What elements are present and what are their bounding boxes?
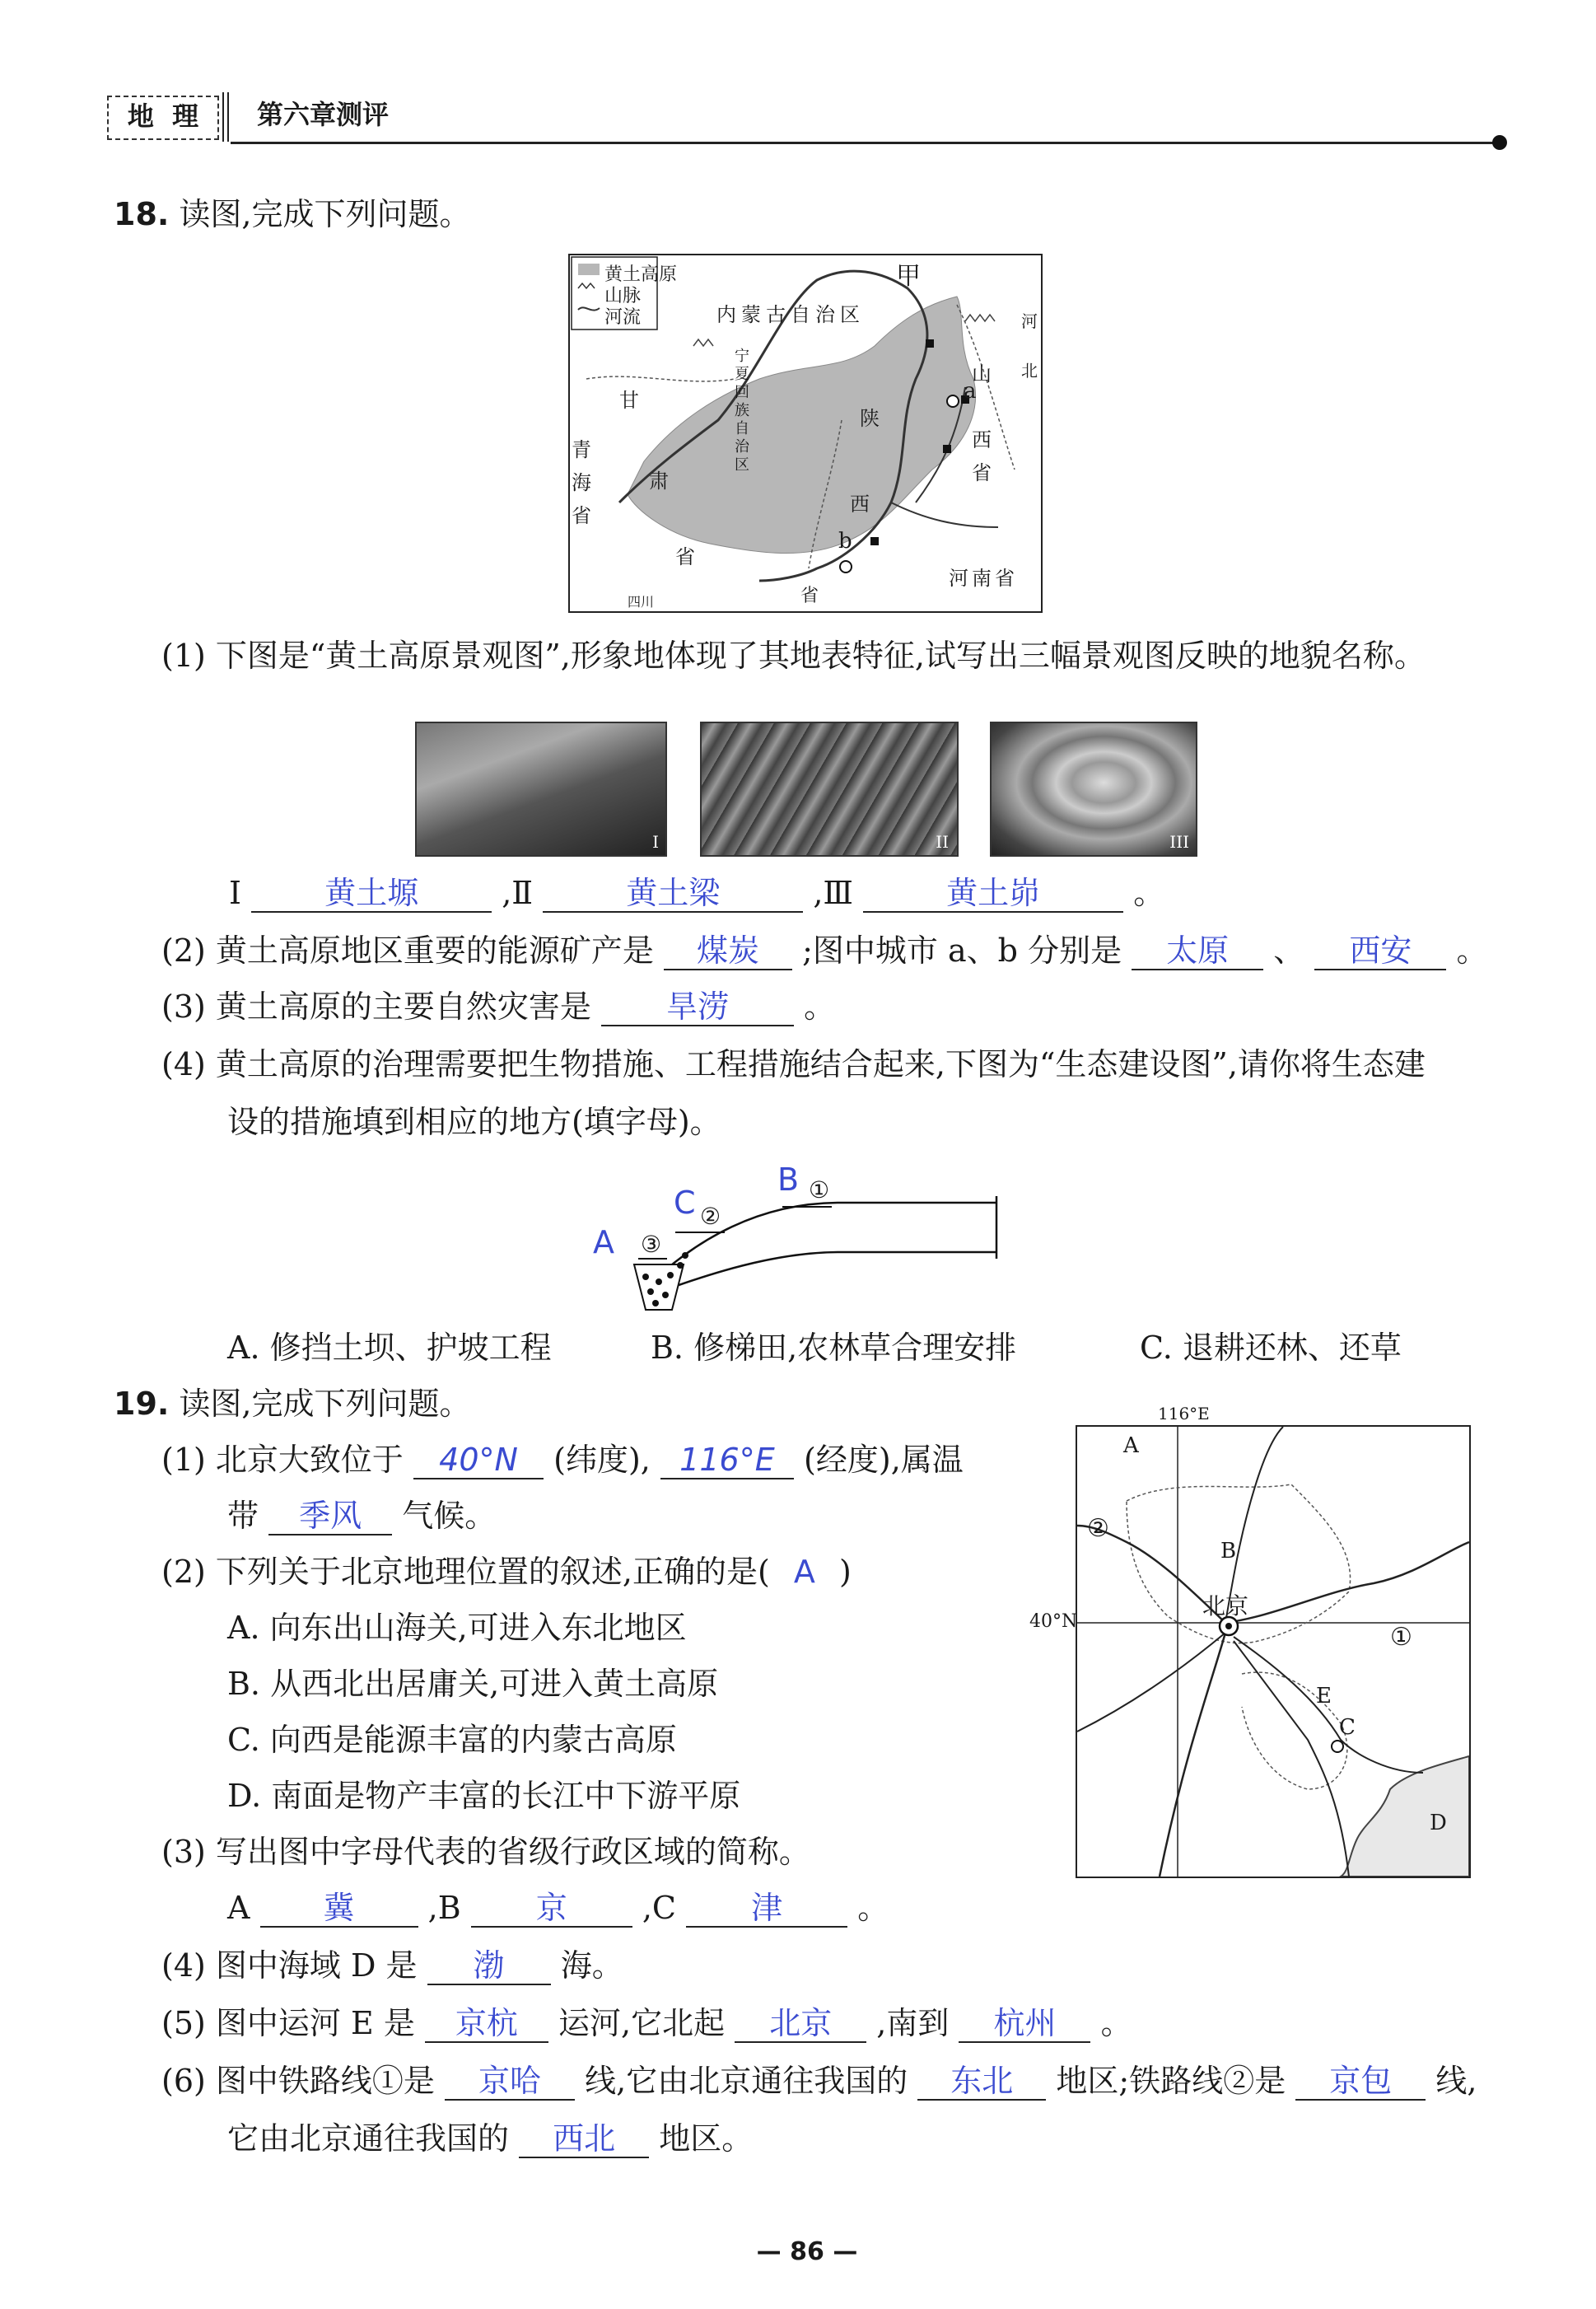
label-roman-3: ,Ⅲ (813, 875, 854, 911)
map-lat-label: 40°N (1029, 1611, 1078, 1632)
loess-plateau-map (568, 254, 1043, 613)
q19-part1-text-4: 带 (227, 1498, 259, 1534)
railway-southwest (1077, 1633, 1225, 1732)
header-dot (1492, 135, 1507, 150)
label-gan: 甘 (619, 389, 639, 412)
railway-south (1160, 1633, 1225, 1877)
q19-part2 (161, 1552, 852, 1592)
q19-part1-line1 (161, 1440, 964, 1479)
city-a-marker (947, 395, 959, 407)
subject-char-1: 地 (127, 100, 154, 132)
answer-canal-north: 北京 (735, 2005, 866, 2043)
q19-part3 (161, 1832, 810, 1872)
q18-part1-text: 下图是“黄土高原景观图”,形象地体现了其地表特征,试写出三幅景观图反映的地貌名称。 (215, 638, 1426, 674)
header-divider (222, 92, 229, 142)
q19-part6-text-2: 线,它由北京通往我国的 (585, 2063, 908, 2099)
answer-province-A: 冀 (260, 1890, 418, 1928)
label-neimenggu: 内蒙古自治区 (716, 303, 865, 326)
q18-part2-text-1: 黄土高原地区重要的能源矿产是 (215, 932, 654, 969)
answer-choice: A (793, 1554, 815, 1590)
q18-part2-label: (2) (161, 932, 206, 969)
photo-1-label: I (652, 832, 659, 852)
label-sichuan: 四川 (628, 594, 655, 610)
q18-part4-text-2: 设的措施填到相应的地方(填字母)。 (227, 1104, 721, 1140)
q19-prompt-text: 读图,完成下列问题。 (179, 1386, 471, 1422)
q18-option-A: A. 修挡土坝、护坡工程 (227, 1330, 552, 1366)
answer-railway-1-region: 东北 (917, 2063, 1046, 2101)
city-marker-4 (870, 537, 879, 545)
label-henan: 河南省 (949, 567, 1018, 590)
q19-part6-text-4: 线, (1435, 2063, 1477, 2099)
q18-part4-line1 (161, 1045, 1426, 1084)
answer-railway-2-region: 西北 (519, 2120, 649, 2158)
q19-part6-text-6: 地区。 (659, 2120, 754, 2157)
page-footer (741, 2237, 873, 2266)
beijing-map-frame (1076, 1425, 1471, 1878)
label-qinghai: 青海省 (572, 438, 591, 527)
answer-railway-2: 京包 (1295, 2063, 1426, 2101)
q19-part5 (161, 2003, 1132, 2043)
label-roman-2: ,Ⅱ (502, 875, 534, 911)
map-label-n2: ② (1087, 1514, 1109, 1543)
eco-num-2: ② (700, 1203, 721, 1230)
city-b-marker (840, 561, 852, 573)
map-label-beijing: 北京 (1202, 1592, 1249, 1620)
answer-latitude: 40°N (413, 1442, 544, 1479)
label-roman-1: Ⅰ (229, 875, 242, 911)
q19-part4-text-2: 海。 (560, 1947, 623, 1984)
q19-part5-text-3: ,南到 (876, 2005, 950, 2041)
map-label-C: C (1339, 1715, 1356, 1740)
q19-part3-text: 写出图中字母代表的省级行政区域的简称。 (215, 1834, 810, 1870)
landscape-photo-2 (700, 722, 959, 857)
label-shaan: 陕 (860, 407, 880, 430)
province-answers-end: 。 (857, 1890, 889, 1926)
q18-option-C: C. 退耕还林、还草 (1140, 1330, 1402, 1366)
map-lon-label: 116°E (1158, 1404, 1210, 1423)
label-gansu-sheng: 省 (800, 586, 819, 606)
photo-3-label: III (1169, 832, 1189, 852)
page-number: 86 (790, 2237, 824, 2266)
label-shanxi-1: 山 (972, 362, 992, 386)
answer-city-b: 西安 (1314, 932, 1446, 970)
q19-number: 19. (114, 1386, 170, 1422)
q18-prompt (114, 194, 471, 234)
q19-part5-text-1: 图中运河 E 是 (215, 2005, 415, 2041)
eco-construction-diagram (593, 1162, 1021, 1318)
beijing-map-svg (1077, 1427, 1469, 1877)
q19-part4 (161, 1946, 623, 1985)
q19-part5-text-4: 。 (1100, 2005, 1132, 2041)
footer-dash-left: — (756, 2237, 782, 2266)
q18-part1-answers (229, 873, 1164, 913)
city-marker-3 (943, 445, 951, 453)
legend-river-label: 河流 (604, 307, 642, 328)
eco-label-A: A (593, 1224, 614, 1260)
q19-part2-close: ) (839, 1554, 852, 1590)
q19-part2-text: 下列关于北京地理位置的叙述,正确的是( (215, 1554, 770, 1590)
q18-part3 (161, 987, 835, 1026)
railway-1-jingha (1225, 1542, 1469, 1623)
q18-part3-label: (3) (161, 989, 206, 1025)
q19-part1-label: (1) (161, 1442, 206, 1478)
q18-part2-text-2: ;图中城市 a、b 分别是 (802, 932, 1122, 969)
map-label-E: E (1316, 1684, 1332, 1708)
grand-canal-E (1234, 1641, 1349, 1877)
eco-num-3: ③ (641, 1231, 662, 1258)
answer-canal: 京杭 (425, 2005, 548, 2043)
q18-option-B: B. 修梯田,农林草合理安排 (651, 1330, 1017, 1366)
answer-province-C: 津 (686, 1890, 847, 1928)
label-sheng: 省 (675, 545, 695, 568)
q19-part5-text-2: 运河,它北起 (558, 2005, 726, 2041)
loess-plateau-region (628, 297, 976, 554)
legend-mountain-label: 山脉 (604, 286, 642, 306)
q19-option-B: B. 从西北出居庸关,可进入黄土高原 (227, 1666, 719, 1702)
label-ningxia: 宁夏回族自治区 (735, 348, 749, 474)
q19-part2-label: (2) (161, 1554, 206, 1590)
q19-part4-label: (4) (161, 1947, 206, 1984)
answer-longitude: 116°E (660, 1442, 794, 1479)
river-branch-1 (891, 502, 998, 527)
label-city-a: a (964, 379, 977, 404)
chapter-title: 第六章测评 (257, 99, 390, 130)
q18-part1-label: (1) (161, 638, 206, 674)
q19-part1-text-3: (经度),属温 (804, 1442, 964, 1478)
landscape-photo-3 (990, 722, 1197, 857)
q18-part4-line2 (227, 1102, 721, 1142)
q18-part3-text-1: 黄土高原的主要自然灾害是 (215, 989, 591, 1025)
q19-part6-label: (6) (161, 2063, 206, 2099)
q18-prompt-text: 读图,完成下列问题。 (179, 196, 471, 232)
slope-lower (667, 1252, 996, 1289)
answer-province-B: 京 (471, 1890, 632, 1928)
q19-part6-line2 (227, 2119, 753, 2158)
map-label-n1: ① (1390, 1623, 1412, 1652)
subject-box (107, 96, 219, 140)
q18-part3-text-2: 。 (804, 989, 836, 1025)
q19-part3-answers (227, 1888, 889, 1928)
q18-number: 18. (114, 196, 170, 232)
q18-part2-text-4: 。 (1456, 932, 1488, 969)
q19-option-C: C. 向西是能源丰富的内蒙古高原 (227, 1722, 677, 1758)
label-jia: 甲 (896, 262, 921, 291)
answers-end: 。 (1133, 875, 1165, 911)
subject-char-2: 理 (172, 100, 199, 132)
q19-part6-text-3: 地区;铁路线②是 (1056, 2063, 1286, 2099)
province-label-A: A (227, 1890, 250, 1926)
header-rule (231, 142, 1499, 144)
map-label-B: B (1220, 1539, 1237, 1563)
map-label-A: A (1123, 1433, 1139, 1458)
tianjin-marker (1332, 1741, 1343, 1752)
city-marker-1 (926, 339, 934, 348)
province-label-C: ,C (642, 1890, 676, 1926)
label-shanxi-2: 西 (972, 428, 992, 451)
q19-option-D: D. 南面是物产丰富的长江中下游平原 (227, 1778, 741, 1814)
legend-loess-label: 黄土高原 (604, 264, 678, 285)
label-hebei: 河北 (1021, 311, 1038, 381)
answer-natural-disaster: 旱涝 (601, 989, 794, 1026)
map-label-D: D (1430, 1811, 1447, 1835)
q19-part1-line2 (227, 1496, 496, 1535)
q19-part6-line1 (161, 2061, 1477, 2101)
q19-part1-text-1: 北京大致位于 (215, 1442, 404, 1478)
q19-option-A: A. 向东出山海关,可进入东北地区 (227, 1610, 687, 1646)
q19-part3-label: (3) (161, 1834, 206, 1870)
q19-part6-text-5: 它由北京通往我国的 (227, 2120, 510, 2157)
answer-railway-1: 京哈 (445, 2063, 575, 2101)
q19-part1-text-2: (纬度), (553, 1442, 651, 1478)
answer-energy-mineral: 煤炭 (664, 932, 792, 970)
q19-part5-label: (5) (161, 2005, 206, 2041)
q18-part1 (161, 636, 1426, 675)
coastline (1341, 1756, 1469, 1877)
label-xi: 西 (850, 493, 870, 516)
eco-label-B: B (777, 1162, 800, 1198)
check-dam (634, 1264, 684, 1310)
answer-sea: 渤 (427, 1947, 551, 1985)
footer-dash-right: — (833, 2237, 858, 2266)
label-city-b: b (838, 529, 852, 554)
q19-part4-text-1: 图中海域 D 是 (215, 1947, 418, 1984)
answer-landform-2: 黄土梁 (543, 875, 803, 913)
answer-landform-3: 黄土峁 (863, 875, 1123, 913)
landscape-photo-1 (415, 722, 667, 857)
q19-part1-text-5: 气候。 (402, 1498, 497, 1534)
eco-num-1: ① (809, 1176, 830, 1204)
beijing-map (1029, 1400, 1474, 1878)
answer-canal-south: 杭州 (959, 2005, 1090, 2043)
q19-prompt (114, 1384, 471, 1423)
photo-2-label: II (936, 832, 949, 852)
province-label-B: ,B (427, 1890, 461, 1926)
answer-landform-1: 黄土塬 (251, 875, 492, 913)
answer-city-a: 太原 (1132, 932, 1263, 970)
q18-part2-text-3: 、 (1273, 932, 1305, 969)
q18-part2 (161, 931, 1487, 970)
q19-part6-text-1: 图中铁路线①是 (215, 2063, 435, 2099)
answer-climate: 季风 (268, 1498, 392, 1535)
q18-part4-text-1: 黄土高原的治理需要把生物措施、工程措施结合起来,下图为“生态建设图”,请你将生态建 (215, 1046, 1426, 1082)
q18-part4-label: (4) (161, 1046, 206, 1082)
label-shanxi-3: 省 (972, 461, 992, 484)
legend-loess-swatch (578, 264, 600, 275)
label-su: 肃 (649, 470, 669, 493)
eco-label-C: C (674, 1185, 696, 1221)
